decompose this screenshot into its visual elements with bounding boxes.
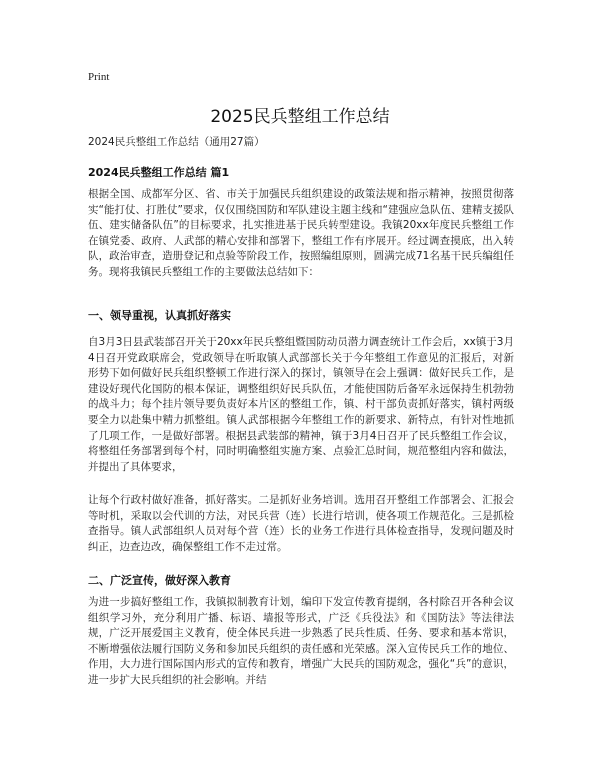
section-1-paragraph-1: 自3月3日县武装部召开关于20xx年民兵整组暨国防动员潜力调查统计工作会后，xx镇于3月4日召开党政联席会，党政领导在听取镇人武部部长关于今年整组工作意见的汇报后，对新形势下如何做好民兵组织整顿工作进行深入的探讨，镇领导在会上强调：做好民兵工作，是建设好现代化国防的根本保证，调整组织好民兵队伍，才能使国防后备军永远保持生机勃勃的战斗力；每个挂片领导要负责好本片区的整组工作，镇、村干部负责抓好落实，镇村两级要全力以赴集中精力抓整组。镇人武部根据今年整组工作的新要求、新特点，有针对性地抓了几项工作，一是做好部署。根据县武装部的精神，镇于3月4日召开了民兵整组工作会议，将整组任务部署到每个村，同时明确整组实施方案、点验汇总时间，规范整组内容和做法，并提出了具体要求， [88,336,514,473]
document-subtitle: 2024民兵整组工作总结（通用27篇） [88,136,265,148]
section-1-heading: 一、领导重视，认真抓好落实 [88,309,231,322]
section-1-paragraph-2: 让每个行政村做好准备，抓好落实。二是抓好业务培训。选用召开整组工作部署会、汇报会等时机，采取以会代训的方法，对民兵营（连）长进行培训，使各项工作规范化。三是抓检查指导。镇人武部组织人员对每个营（连）长的业务工作进行具体检查指导，发现问题及时纠正，边查边改，确保整组工作不走过常。 [88,494,514,553]
section-2-heading: 二、广泛宣传，做好深入教育 [88,574,231,587]
section-2-paragraph-1: 为进一步搞好整组工作，我镇拟制教育计划，编印下发宣传教育提纲，各村除召开各种会议组织学习外，充分利用广播、标语、墙报等形式，广泛《兵役法》和《国防法》等法律法规，广泛开展爱国主义教育，使全体民兵进一步熟悉了民兵性质、任务、要求和基本常识，不断增强依法履行国防义务和参加民兵组织的责任感和光荣感。深入宣传民兵工作的地位、作用，大力进行国际国内形式的宣传和教育，增强广大民兵的国防观念，强化“兵”的意识，进一步扩大民兵组织的社会影响。并结 [88,596,514,686]
intro-paragraph: 根据全国、成都军分区、省、市关于加强民兵组织建设的政策法规和指示精神，按照贯彻落实“能打仗、打胜仗”要求，仅仅围绕国防和军队建设主题主线和“建强应急队伍、建精支援队伍、建实储备队伍”的目标要求，扎实推进基于民兵转型建设。我镇20xx年度民兵整组工作在镇党委、政府、人武部的精心安排和部署下，整组工作有序展开。经过调查摸底，出入转队，政治审查，造册登记和点验等阶段工作，按照编组原则，圆满完成71名基干民兵编组任务。现将我镇民兵整组工作的主要做法总结如下： [88,188,514,278]
print-link[interactable]: Print [88,71,110,83]
document-title: 2025民兵整组工作总结 [210,107,390,127]
article-heading: 2024民兵整组工作总结 篇1 [88,166,230,179]
